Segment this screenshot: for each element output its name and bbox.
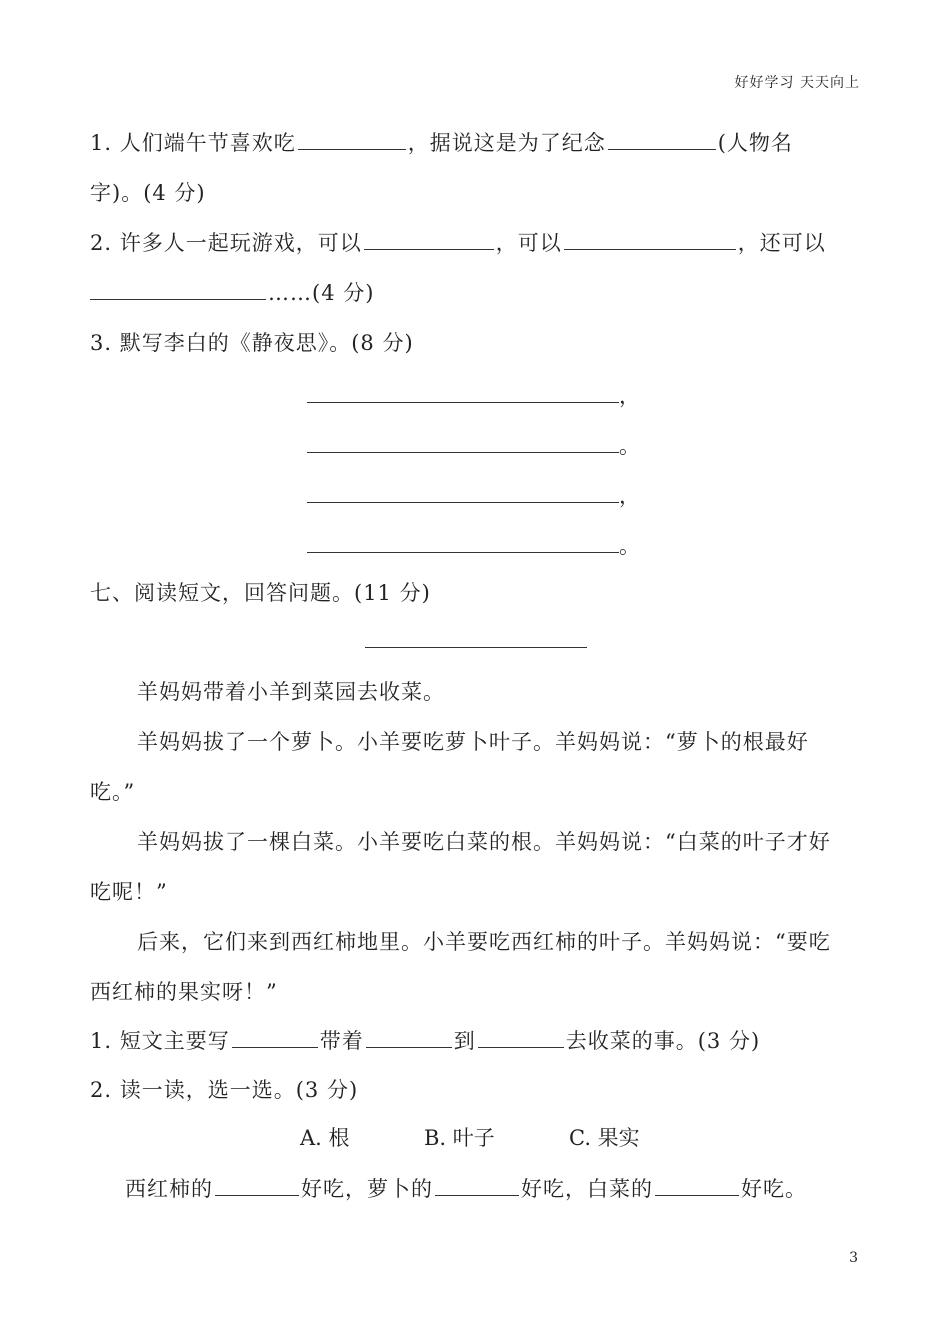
q2-blank-2[interactable] xyxy=(564,248,736,250)
q2-blank-3[interactable] xyxy=(90,298,266,300)
poem-line-4 xyxy=(307,530,640,560)
story-paragraph-4-line-1: 后来，它们来到西红柿地里。小羊要吃西红柿的叶子。羊妈妈说：“要吃 xyxy=(137,930,831,954)
q1-blank-person[interactable] xyxy=(608,148,716,150)
fill-text-a: 西红柿的 xyxy=(125,1177,213,1201)
sq1-text-b: 带着 xyxy=(319,1029,364,1053)
question-1-line-1 xyxy=(90,127,793,157)
page-number: 3 xyxy=(849,1250,858,1266)
q2-text-b: ，可以 xyxy=(495,231,562,255)
poem-punct-1: ， xyxy=(619,384,640,408)
story-paragraph-2-line-1: 羊妈妈拔了一个萝卜。小羊要吃萝卜叶子。羊妈妈说：“萝卜的根最好 xyxy=(137,730,809,754)
q2-text-a: 2. 许多人一起玩游戏，可以 xyxy=(90,231,362,255)
section-7-title: 七、阅读短文，回答问题。(11 分) xyxy=(90,581,431,605)
story-paragraph-3-line-1: 羊妈妈拔了一棵白菜。小羊要吃白菜的根。羊妈妈说：“白菜的叶子才好 xyxy=(137,830,831,854)
q2-blank-1[interactable] xyxy=(364,248,494,250)
fill-text-c: 好吃，白菜的 xyxy=(521,1177,653,1201)
option-c: C. 果实 xyxy=(569,1126,640,1150)
poem-blank-1[interactable] xyxy=(307,401,619,403)
poem-punct-4: 。 xyxy=(619,534,640,558)
page-header: 好好学习 天天向上 xyxy=(734,75,860,91)
sq1-blank-2[interactable] xyxy=(366,1046,452,1048)
sq1-text-d: 去收菜的事。(3 分) xyxy=(565,1029,761,1053)
q2-text-c: ，还可以 xyxy=(737,231,826,255)
fill-sentence xyxy=(125,1173,807,1203)
poem-line-2 xyxy=(307,430,640,460)
poem-blank-2[interactable] xyxy=(307,451,619,453)
question-2-line-1 xyxy=(90,227,826,257)
sq1-text-c: 到 xyxy=(453,1029,476,1053)
q1-text-a: 1. 人们端午节喜欢吃 xyxy=(90,131,296,155)
story-paragraph-1: 羊妈妈带着小羊到菜园去收菜。 xyxy=(137,680,445,704)
question-1-line-2: 字)。(4 分) xyxy=(90,181,206,205)
question-2-line-2 xyxy=(90,277,374,307)
q1-blank-food[interactable] xyxy=(298,148,406,150)
poem-line-3 xyxy=(307,480,640,510)
story-paragraph-4-line-2: 西红柿的果实呀！” xyxy=(90,980,278,1004)
poem-blank-4[interactable] xyxy=(307,551,619,553)
fill-blank-3[interactable] xyxy=(655,1194,739,1196)
option-a: A. 根 xyxy=(300,1126,350,1150)
fill-blank-1[interactable] xyxy=(215,1194,299,1196)
story-paragraph-3-line-2: 吃呢！” xyxy=(90,880,168,904)
q1-text-b: ，据说这是为了纪念 xyxy=(407,131,606,155)
sq1-text-a: 1. 短文主要写 xyxy=(90,1029,230,1053)
question-3: 3. 默写李白的《静夜思》。(8 分) xyxy=(90,331,414,355)
poem-punct-2: 。 xyxy=(619,434,640,458)
poem-line-1 xyxy=(307,380,640,410)
fill-blank-2[interactable] xyxy=(435,1194,519,1196)
sq1-blank-1[interactable] xyxy=(232,1046,318,1048)
option-b: B. 叶子 xyxy=(424,1126,495,1150)
sub-question-2: 2. 读一读，选一选。(3 分) xyxy=(90,1078,359,1102)
sq1-blank-3[interactable] xyxy=(478,1046,564,1048)
fill-text-d: 好吃。 xyxy=(741,1177,807,1201)
story-paragraph-2-line-2: 吃。” xyxy=(90,780,136,804)
sub-question-1 xyxy=(90,1025,760,1055)
story-title-blank[interactable] xyxy=(365,647,587,648)
poem-blank-3[interactable] xyxy=(307,501,619,503)
q2-text-d: ……(4 分) xyxy=(268,281,375,305)
fill-text-b: 好吃，萝卜的 xyxy=(301,1177,433,1201)
q1-text-c: (人物名 xyxy=(717,131,793,155)
poem-punct-3: ， xyxy=(619,484,640,508)
